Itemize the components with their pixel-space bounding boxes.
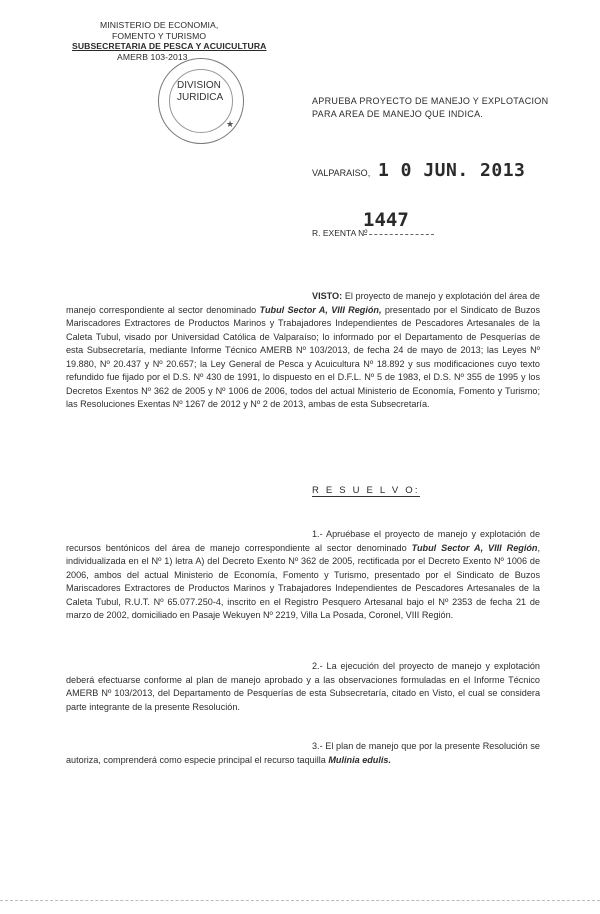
article-1-text-2: , individualizada en el Nº 1) letra A) del Decreto Exento Nº 362 de 2005, rectificada por el Decreto Exento Nº 1006 de 2006, ambos del actual Ministerio de Economía, Fomento y Turismo, presentado por el Sindicato de Buzos Mariscadores Extractores de Productos Marinos y Trabajadores Independientes de Pescadores Artesanales de la Caleta Tubul, R.U.T. Nº 65.077.250-4, inscrito en el Registro Pesquero Artesanal bajo el Nº 2353 de fecha 21 de marzo de 2002, domiciliado en Pasaje Wekuyen Nº 2219, Villa La Posada, Coronel, VIII Región. — [66, 542, 540, 620]
resolution-label: R. EXENTA Nº — [312, 228, 368, 238]
resolution-number: 1447 — [363, 209, 409, 231]
ministry-name: MINISTERIO DE ECONOMIA, — [100, 20, 219, 30]
stamp-line-2: JURIDICA — [177, 92, 224, 103]
article-1-sector: Tubul Sector A, VIII Región — [411, 542, 538, 553]
article-3-text: 3.- El plan de manejo que por la presente Resolución se autoriza, comprenderá como especie principal el recurso taquilla — [66, 741, 540, 765]
subsecretaria-name: SUBSECRETARIA DE PESCA Y ACUICULTURA — [72, 41, 267, 51]
visto-paragraph — [66, 290, 540, 412]
visto-text-1: El proyecto de manejo y explotación del área de manejo correspondiente al sector denominado — [66, 291, 540, 315]
article-2: 2.- La ejecución del proyecto de manejo y explotación deberá efectuarse conforme al plan de manejo aprobado y a las observaciones formuladas en el Informe Técnico AMERB Nº 103/2013, del Departamento de Pesquerías de esta Subsecretaría, citado en Visto, el cual se considera parte integrante de la presente Resolución. — [66, 661, 540, 712]
resuelvo-label: R E S U E L V O: — [312, 485, 420, 496]
visto-sector: Tubul Sector A, VIII Región, — [259, 304, 382, 315]
stamp-line-1: DIVISION — [177, 80, 221, 91]
resolution-subject: APRUEBA PROYECTO DE MANEJO Y EXPLOTACION PARA AREA DE MANEJO QUE INDICA. — [312, 96, 549, 119]
page-bottom-edge — [0, 900, 600, 901]
resolution-number-line — [364, 234, 434, 235]
species-name: Mulinia edulis. — [328, 754, 391, 765]
visto-label: VISTO: — [312, 291, 343, 301]
stamp-star-icon: ★ — [226, 119, 235, 129]
document-ref: AMERB 103-2013 — [117, 51, 188, 62]
letterhead — [72, 20, 272, 62]
article-3 — [66, 740, 540, 767]
stamp-label — [177, 80, 237, 104]
place: VALPARAISO, — [312, 168, 371, 178]
resolution-date: 1 0 JUN. 2013 — [378, 160, 526, 181]
article-1 — [66, 528, 540, 623]
ministry-name-2: FOMENTO Y TURISMO — [112, 30, 207, 41]
visto-text-2: presentado por el Sindicato de Buzos Mariscadores Extractores de Productos Marinos y Trabajadores Independientes de Pescadores Artesanales de la Caleta Tubul, visado por Universidad Católica de Valparaíso; lo informado por el Departamento de Pesquerías de esta Subsecretaría, mediante Informe Técnico AMERB Nº 103/2013, de fecha 24 de mayo de 2013; las Leyes Nº 19.880, Nº 20.437 y Nº 20.657; la Ley General de Pesca y Acuicultura Nº 18.892 y sus modificaciones cuyo texto refundido fue fijado por el D.S. Nº 430 de 1991, lo dispuesto en el D.F.L. Nº 5 de 1983, el D.S. Nº 355 de 1995 y los Decretos Exentos Nº 362 de 2005 y Nº 1006 de 2006, todos del actual Ministerio de Economía, Fomento y Turismo; las Resoluciones Exentas Nº 1267 de 2012 y Nº 2 de 2013, ambas de esta Subsecretaría. — [66, 304, 540, 409]
article-1-text-1: 1.- Apruébase el proyecto de manejo y explotación de recursos bentónicos del área de manejo correspondiente al sector denominado — [66, 529, 540, 553]
resuelvo-heading — [312, 485, 420, 496]
